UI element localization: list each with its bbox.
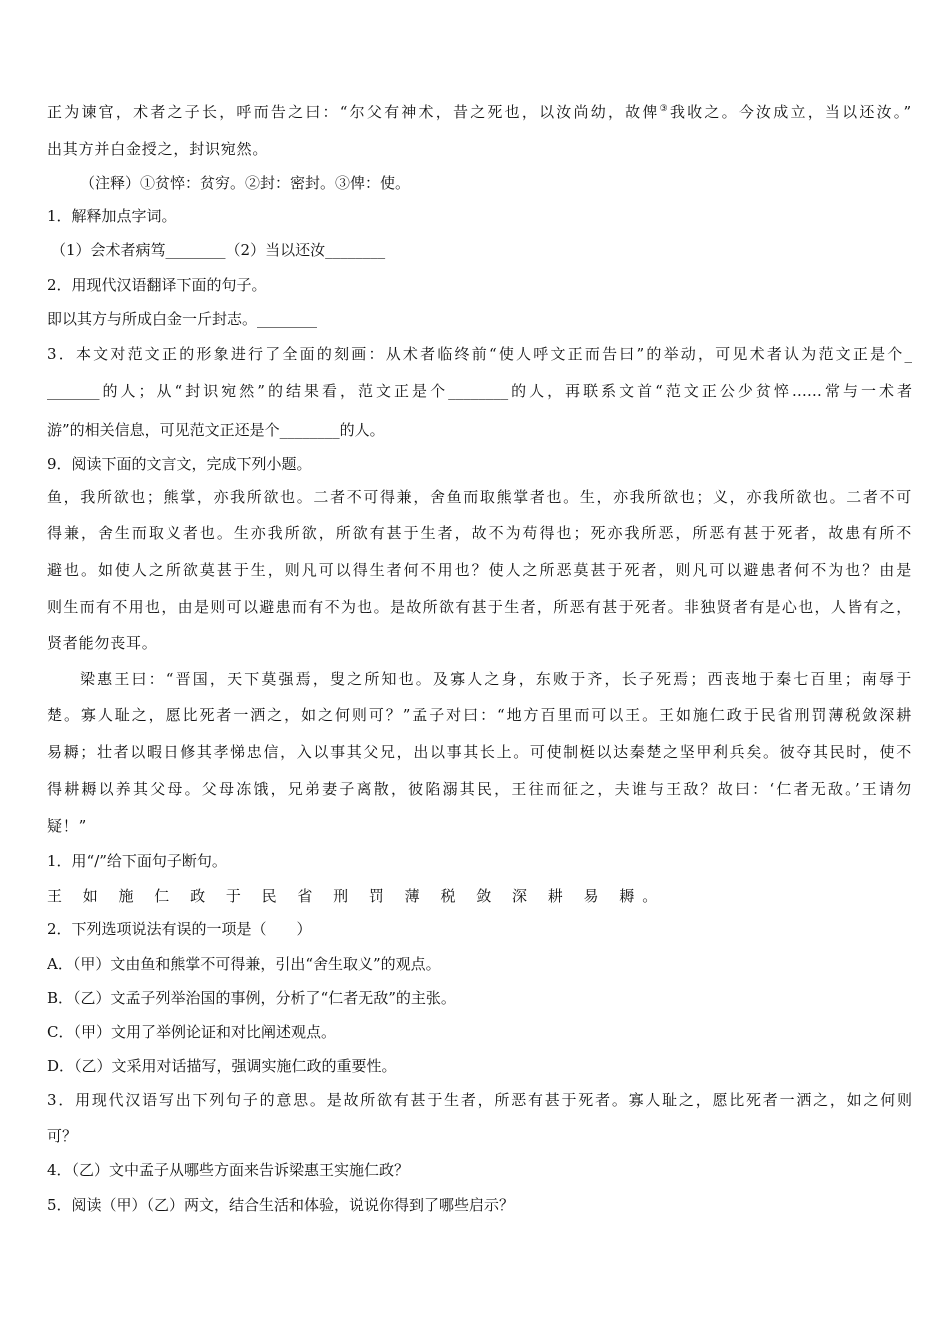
sub-question-5: 5．阅读（甲）（乙）两文，结合生活和体验，说说你得到了哪些启示？ xyxy=(47,1196,515,1214)
jia-passage-line: 避也。如使人之所欲莫甚于生，则凡可以得生者何不用也？使人之所恶莫甚于死者，则凡可以避患者何不为也？由是 xyxy=(47,561,912,579)
sub-question-3-line: 3．用现代汉语写出下列句子的意思。是故所欲有甚于生者，所恶有甚于死者。寡人耻之，愿比死者一洒之，如之何则 xyxy=(47,1091,912,1109)
jia-passage-line: 则生而有不用也，由是则可以避患而有不为也。是故所欲有甚于生者，所恶有甚于死者。非独贤者有是心也，人皆有之， xyxy=(47,598,912,616)
passage-text: 我收之。今汝成立，当以还汝。” xyxy=(669,103,912,121)
passage-line xyxy=(47,101,912,123)
question-3-line: 3．本文对范文正的形象进行了全面的刻画：从术者临终前“使人呼文正而告曰”的举动，可见术者认为范文正是个_ xyxy=(47,345,912,363)
yi-passage-line: 疑！” xyxy=(47,817,88,835)
option-a: A．（甲）文由鱼和熊掌不可得兼，引出“舍生取义”的观点。 xyxy=(47,955,441,973)
sub-question-1-sentence: 王 如 施 仁 政 于 民 省 刑 罚 薄 税 敛 深 耕 易 耨。 xyxy=(47,887,666,905)
option-b: B．（乙）文孟子列举治国的事例，分析了“仁者无敌”的主张。 xyxy=(47,989,456,1007)
passage-text: 正为谏官，术者之子长，呼而告之曰：“尔父有神术，昔之死也，以汝尚幼，故俾 xyxy=(47,103,660,121)
passage-line: 出其方并白金授之，封识宛然。 xyxy=(47,140,269,158)
sub-question-4: 4．（乙）文中孟子从哪些方面来告诉梁惠王实施仁政？ xyxy=(47,1161,410,1179)
question-2-sentence: 即以其方与所成白金一斤封志。________ xyxy=(47,310,318,328)
question-3-line: 游”的相关信息，可见范文正还是个________的人。 xyxy=(47,421,385,439)
jia-passage-line: 得兼，舍生而取义者也。生亦我所欲，所欲有甚于生者，故不为苟得也；死亦我所恶，所恶有甚于死者，故患有所不 xyxy=(47,524,912,542)
question-1: 1．解释加点字词。 xyxy=(47,207,177,225)
annotation-notes: （注释）①贫悴：贫穷。②封：密封。③俾：使。 xyxy=(80,174,411,192)
jia-passage-line: 鱼，我所欲也；熊掌，亦我所欲也。二者不可得兼，舍鱼而取熊掌者也。生，亦我所欲也；义，亦我所欲也。二者不可 xyxy=(47,488,912,506)
option-c: C．（甲）文用了举例论证和对比阐述观点。 xyxy=(47,1023,336,1041)
sub-question-3-line: 可？ xyxy=(47,1127,78,1145)
yi-passage-line: 楚。寡人耻之，愿比死者一洒之，如之何则可？”孟子对曰：“地方百里而可以王。王如施仁政于民省刑罚薄税敛深耕 xyxy=(47,706,912,724)
yi-passage-line: 易耨；壮者以暇日修其孝悌忠信，入以事其父兄，出以事其长上。可使制梃以达秦楚之坚甲利兵矣。彼夺其民时，使不 xyxy=(47,743,912,761)
yi-passage-line: 得耕耨以养其父母。父母冻饿，兄弟妻子离散，彼陷溺其民，王往而征之，夫谁与王敌？故曰：‘仁者无敌。’王请勿 xyxy=(47,780,912,798)
yi-passage-line: 梁惠王曰：“晋国，天下莫强焉，叟之所知也。及寡人之身，东败于齐，长子死焉；西丧地于秦七百里；南辱于 xyxy=(80,670,912,688)
sub-question-1: 1．用“/”给下面句子断句。 xyxy=(47,852,227,870)
option-d: D．（乙）文采用对话描写，强调实施仁政的重要性。 xyxy=(47,1057,397,1075)
question-2: 2．用现代汉语翻译下面的句子。 xyxy=(47,276,267,294)
question-3-line: _______的人；从“封识宛然”的结果看，范文正是个________的人，再联系文首“范文正公少贫悴……常与一术者 xyxy=(47,382,912,400)
jia-passage-line: 贤者能勿丧耳。 xyxy=(47,634,158,652)
footnote-marker: ③ xyxy=(659,104,670,114)
question-1-items: （1）会术者病笃________（2）当以还汝________ xyxy=(51,241,386,259)
question-9-title: 9．阅读下面的文言文，完成下列小题。 xyxy=(47,455,312,473)
sub-question-2: 2．下列选项说法有误的一项是（ ） xyxy=(47,920,312,938)
